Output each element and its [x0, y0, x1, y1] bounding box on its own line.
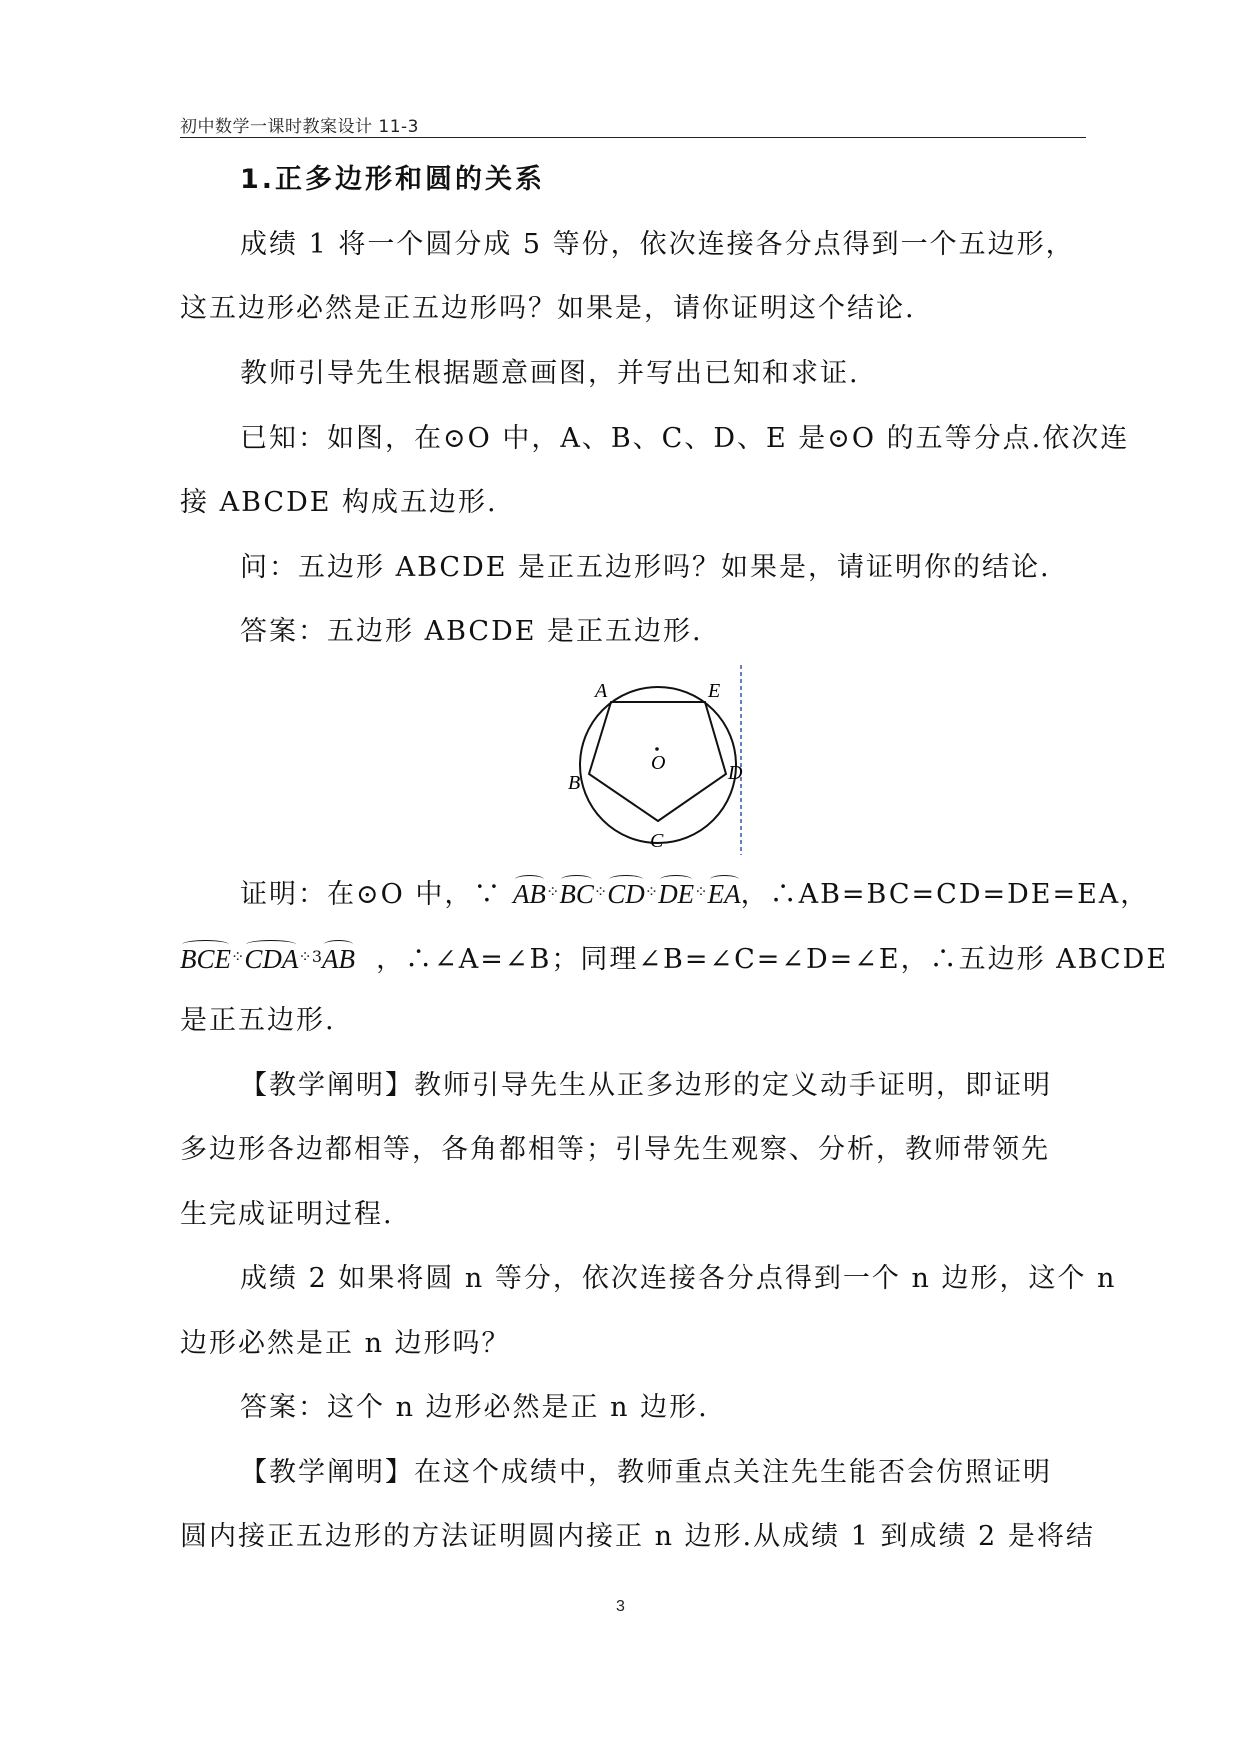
problem2-line1: 成绩 2 如果将圆 n 等分，依次连接各分点得到一个 n 边形，这个 n: [240, 1263, 1117, 1294]
arc-cda: CDA: [244, 944, 299, 974]
header-rule: [180, 137, 1086, 138]
note1-line2: 多边形各边都相等，各角都相等；引导先生观察、分析，教师带领先: [180, 1134, 1050, 1165]
problem2-line2: 边形必然是正 n 边形吗？: [180, 1328, 511, 1359]
teacher-guide-text: 教师引导先生根据题意画图，并写出已知和求证.: [240, 358, 860, 389]
center-point: [655, 747, 659, 751]
label-d: D: [728, 762, 743, 784]
label-o: O: [651, 752, 666, 774]
problem1-line1: 成绩 1 将一个圆分成 5 等份，依次连接各分点得到一个五边形，: [240, 229, 1075, 260]
note1-line3: 生完成证明过程.: [180, 1199, 394, 1230]
symbol: ⁘: [644, 882, 659, 901]
note1-line1: 【教学阐明】教师引导先生从正多边形的定义动手证明，即证明: [240, 1070, 1052, 1101]
arc-bce: BCE: [180, 944, 231, 974]
arc-bc: BC: [559, 879, 594, 909]
proof-line3: 是正五边形.: [180, 1005, 336, 1036]
question-text: 问：五边形 ABCDE 是正五边形吗？如果是，请证明你的结论.: [240, 552, 1051, 583]
proof-mid: ，∴AB=BC=CD=DE=EA，: [740, 879, 1150, 910]
answer2-text: 答案：这个 n 边形必然是正 n 边形.: [240, 1392, 709, 1423]
symbol: ⁘: [231, 947, 245, 966]
note2-line2: 圆内接正五边形的方法证明圆内接正 n 边形.从成绩 1 到成绩 2 是将结: [180, 1521, 1095, 1552]
proof-line2-tail: ，∴∠A=∠B；同理∠B=∠C=∠D=∠E，∴五边形 ABCDE: [376, 944, 1169, 975]
arc-ab-2: AB: [322, 944, 355, 974]
label-e: E: [708, 680, 721, 702]
symbol: ⁘: [593, 882, 608, 901]
given-line1: 已知：如图，在⊙O 中，A、B、C、D、E 是⊙O 的五等分点.依次连: [240, 423, 1130, 454]
note2-line1: 【教学阐明】在这个成绩中，教师重点关注先生能否会仿照证明: [240, 1457, 1052, 1488]
page-header: 初中数学一课时教案设计 11-3: [180, 117, 419, 137]
symbol: ⁘: [694, 882, 708, 901]
symbol: ⁘3: [298, 947, 322, 966]
problem1-line2: 这五边形必然是正五边形吗？如果是，请你证明这个结论.: [180, 293, 916, 324]
section-title: 1.正多边形和圆的关系: [240, 164, 546, 195]
proof-prefix: 证明：在⊙O 中，∵: [240, 879, 513, 910]
arc-de: DE: [658, 879, 695, 909]
proof-line1: [240, 875, 1149, 912]
given-line2: 接 ABCDE 构成五边形.: [180, 487, 498, 518]
proof-line2: [180, 940, 1168, 977]
arc-ab: AB: [512, 879, 546, 909]
label-c: C: [650, 830, 664, 852]
arc-ea: EA: [707, 879, 741, 909]
arc-cd: CD: [607, 879, 645, 909]
label-b: B: [568, 772, 581, 794]
pentagon-in-circle-figure: [560, 665, 760, 855]
page-number: 3: [616, 1598, 625, 1615]
symbol: ⁘: [545, 882, 560, 901]
label-a: A: [595, 680, 608, 702]
answer1-text: 答案：五边形 ABCDE 是正五边形.: [240, 616, 703, 647]
